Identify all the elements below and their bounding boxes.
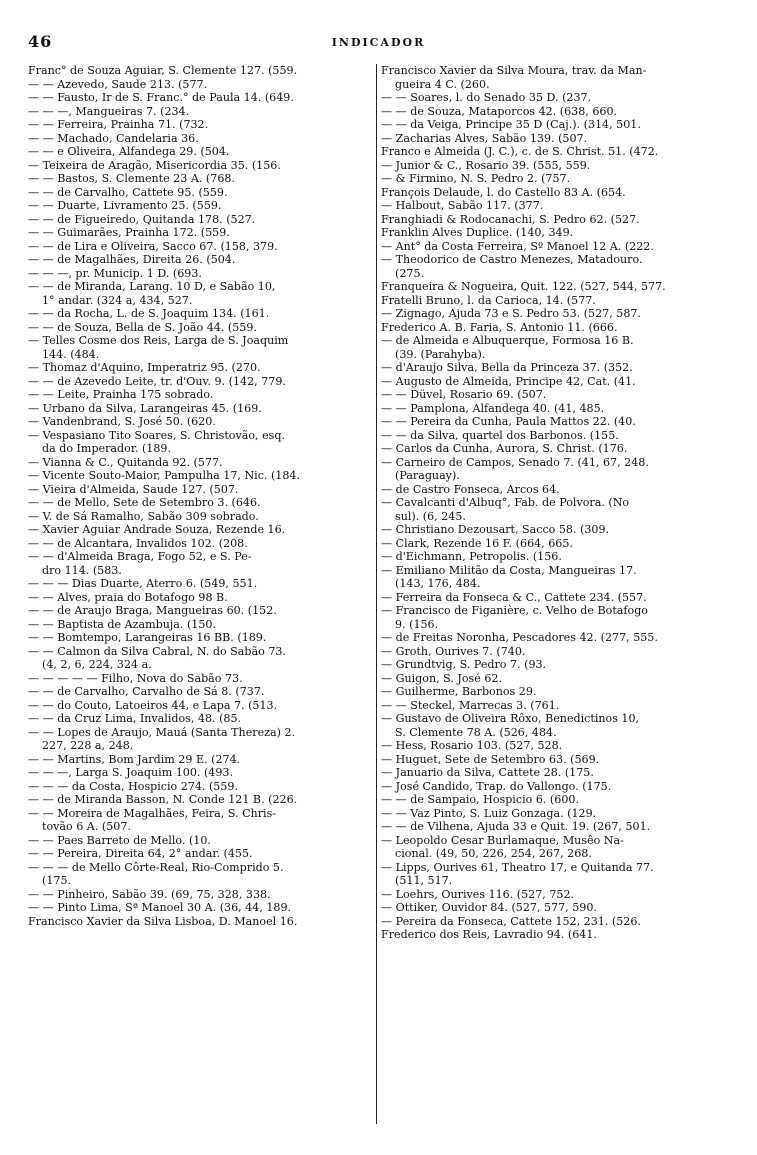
directory-entry-line: — Christiano Dezousart, Sacco 58. (309. — [381, 523, 610, 536]
directory-entry-line: S. Clemente 78 A. (526, 484. — [395, 725, 557, 739]
directory-entry-line: (275. — [395, 266, 425, 280]
directory-entry-line: da do Imperador. (189. — [42, 442, 171, 455]
directory-entry-line: — Emiliano Militão da Costa, Mangueiras 17. — [381, 563, 637, 577]
directory-entry-line: — de Freitas Noronha, Pescadores 42. (277, 555. — [381, 631, 658, 644]
directory-entry-line: — — de Magalhães, Direita 26. (504. — [28, 253, 236, 266]
directory-entry-line: Francisco Xavier da Silva Lisboa, D. Manoel 16. — [28, 914, 298, 928]
directory-entry-line: — — de Miranda, Larang. 10 D, e Sabão 10, — [28, 280, 276, 293]
directory-entry-line: sul). (6, 245. — [395, 509, 466, 523]
directory-entry-line: — — do Couto, Latoeiros 44, e Lapa 7. (513. — [28, 698, 278, 712]
directory-entry-line: — Vandenbrand, S. José 50. (620. — [28, 415, 216, 428]
directory-entry-line: Frederico A. B. Faria, S. Antonio 11. (666. — [381, 320, 618, 334]
directory-entry-line: — de Almeida e Albuquerque, Formosa 16 B. — [381, 334, 634, 347]
directory-entry-line: — Clark, Rezende 16 F. (664, 665. — [381, 536, 573, 550]
directory-entry-line: — de Castro Fonseca, Arcos 64. — [381, 482, 560, 496]
directory-entry-line: — — d'Almeida Braga, Fogo 52, e S. Pe- — [28, 550, 252, 563]
directory-entry-line: — — de Souza, Bella de S. João 44. (559. — [28, 320, 257, 334]
directory-entry-line: — — Bastos, S. Clemente 23 A. (768. — [28, 172, 235, 185]
directory-entry-line: — — Guimarães, Prainha 172. (559. — [28, 226, 230, 239]
directory-entry-line: Frederico dos Reis, Lavradio 94. (641. — [381, 928, 597, 941]
directory-entry-line: — — de Mello, Sete de Setembro 3. (646. — [28, 496, 261, 509]
directory-entry-line: — — —, pr. Municip. 1 D. (693. — [28, 266, 202, 280]
directory-entry-line: — Leopoldo Cesar Burlamaque, Musêo Na- — [381, 833, 624, 847]
directory-entry-line: — — de Sampaio, Hospicio 6. (600. — [381, 793, 579, 806]
directory-entry-line: tovão 6 A. (507. — [42, 820, 131, 833]
directory-entry-line: — — de Azevedo Leite, tr. d'Ouv. 9. (142, 779. — [28, 374, 286, 388]
directory-entry-line: — — — Dias Duarte, Aterro 6. (549, 551. — [28, 577, 258, 590]
directory-entry-line: — — de Lira e Oliveira, Sacco 67. (158, 379. — [28, 239, 278, 253]
directory-entry-line: — — de Miranda Basson, N. Conde 121 B. (226. — [28, 793, 298, 806]
directory-entry-line: dro 114. (583. — [42, 563, 122, 577]
directory-entry-line: — José Candido, Trap. do Vallongo. (175. — [381, 779, 612, 793]
directory-entry-line: — Vieira d'Almeida, Saude 127. (507. — [28, 482, 239, 496]
directory-entry-line: — Gustavo de Oliveira Rôxo, Benedictinos 10, — [381, 712, 640, 725]
directory-entry-line: (39. (Parahyba). — [395, 347, 486, 361]
directory-entry-line: — — —, Mangueiras 7. (234. — [28, 104, 190, 118]
page-number: 46 — [28, 32, 53, 51]
directory-entry-line: — — de Souza, Mataporcos 42. (638, 660. — [381, 104, 618, 118]
directory-entry-line: — — Pinto Lima, Sª Manoel 30 A. (36, 44, 189. — [28, 901, 292, 914]
directory-entry-line: — Teixeira de Aragão, Misericordia 35. (156. — [28, 158, 281, 172]
directory-entry-line: — Carneiro de Campos, Senado 7. (41, 67, 248. — [381, 455, 649, 469]
directory-entry-line: Franc° de Souza Aguiar, S. Clemente 127. (559. — [28, 64, 298, 77]
directory-entry-line: — — Azevedo, Saude 213. (577. — [28, 77, 208, 91]
directory-entry-line: — — Baptista de Azambuja. (150. — [28, 617, 216, 631]
directory-entry-line: — Loehrs, Ourives 116. (527, 752. — [381, 887, 575, 901]
directory-entry-line: — Vespasiano Tito Soares, S. Christovão, esq. — [28, 428, 285, 442]
directory-entry-line: Franco e Almeida (J. C.), c. de S. Christ. 51. (472. — [381, 145, 659, 158]
directory-entry-line: — Guigon, S. José 62. — [381, 671, 502, 685]
directory-entry-line: Franghiadi & Rodocanachi, S. Pedro 62. (527. — [381, 212, 640, 226]
directory-entry-line: — — Soares, l. do Senado 35 D. (237. — [381, 91, 592, 104]
directory-entry-line: — — — — — Filho, Nova do Sabão 73. — [28, 671, 243, 685]
directory-entry-line: — — — de Mello Côrte-Real, Rio-Comprido 5. — [28, 860, 284, 874]
directory-entry-line: — — Pamplona, Alfandega 40. (41, 485. — [381, 401, 605, 415]
directory-entry-line: 1° andar. (324 a, 434, 527. — [42, 293, 193, 307]
directory-entry-line: — — de Carvalho, Carvalho de Sá 8. (737. — [28, 685, 265, 698]
column-divider — [376, 64, 377, 1124]
left-column — [28, 64, 373, 1154]
directory-entry-line: — Telles Cosme dos Reis, Larga de S. Joaquim — [28, 334, 289, 347]
directory-entry-line: — Cavalcanti d'Albuq°, Fab. de Polvora. (No — [381, 496, 630, 509]
directory-entry-line: — — de Vilhena, Ajuda 33 e Quit. 19. (267, 501. — [381, 820, 651, 833]
directory-entry-line: Franklin Alves Duplice. (140, 349. — [381, 226, 574, 239]
directory-entry-line: — Hess, Rosario 103. (527, 528. — [381, 739, 563, 752]
directory-entry-line: — — Calmon da Silva Cabral, N. do Sabão 73. — [28, 644, 286, 658]
directory-entry-line: — Pereira da Fonseca, Cattete 152, 231. (526. — [381, 914, 641, 928]
directory-entry-line: — — Düvel, Rosario 69. (507. — [381, 388, 547, 401]
directory-entry-line: — — Ferreira, Prainha 71. (732. — [28, 118, 209, 131]
directory-entry-line: — — Pereira da Cunha, Paula Mattos 22. (40. — [381, 415, 636, 428]
directory-entry-line: — — Bomtempo, Larangeiras 16 BB. (189. — [28, 631, 267, 644]
directory-entry-line: François Delaude, l. do Castello 83 A. (654. — [381, 185, 626, 199]
directory-entry-line: — d'Eichmann, Petropolis. (156. — [381, 550, 562, 563]
directory-entry-line: — — Machado, Candelaria 36. — [28, 131, 199, 145]
directory-entry-line: — — da Silva, quartel dos Barbonos. (155. — [381, 428, 619, 442]
running-title: INDICADOR — [331, 36, 426, 49]
directory-entry-line: — Zignago, Ajuda 73 e S. Pedro 53. (527, 587. — [381, 307, 641, 320]
right-column — [381, 64, 733, 1154]
directory-entry-line: — — Alves, praia do Botafogo 98 B. — [28, 590, 228, 604]
directory-entry-line: — Ferreira da Fonseca & C., Cattete 234. (557. — [381, 590, 647, 604]
directory-entry-line: — — Fausto, Ir de S. Franc.° de Paula 14. (649. — [28, 91, 294, 104]
directory-entry-line: cional. (49, 50, 226, 254, 267, 268. — [395, 847, 592, 860]
directory-entry-line: — Vianna & C., Quitanda 92. (577. — [28, 455, 223, 469]
directory-entry-line: — Theodorico de Castro Menezes, Matadouro. — [381, 253, 643, 266]
directory-entry-line: — Lipps, Ourives 61, Theatro 17, e Quitanda 77. — [381, 860, 654, 874]
directory-entry-line: — — Martins, Bom Jardim 29 E. (274. — [28, 752, 241, 766]
directory-entry-line: (Paraguay). — [395, 469, 460, 482]
directory-entry-line: — Januario da Silva, Cattete 28. (175. — [381, 766, 594, 779]
directory-entry-line: — — Duarte, Livramento 25. (559. — [28, 199, 222, 212]
directory-entry-line: — Halbout, Sabão 117. (377. — [381, 199, 544, 212]
directory-entry-line: — Urbano da Silva, Larangeiras 45. (169. — [28, 401, 262, 415]
directory-entry-line: (4, 2, 6, 224, 324 a. — [42, 658, 152, 671]
directory-entry-line: — — — da Costa, Hospicio 274. (559. — [28, 779, 239, 793]
directory-entry-line: — Carlos da Cunha, Aurora, S. Christ. (176. — [381, 442, 628, 455]
directory-entry-line: — — de Alcantara, Invalidos 102. (208. — [28, 536, 248, 550]
directory-entry-line: — Zacharias Alves, Sabão 139. (507. — [381, 131, 588, 145]
directory-entry-line: (175. — [42, 874, 72, 887]
directory-entry-line: 9. (156. — [395, 617, 439, 631]
directory-entry-line: — Guilherme, Barbonos 29. — [381, 685, 537, 698]
directory-entry-line: — Francisco de Figanière, c. Velho de Botafogo — [381, 604, 648, 617]
directory-entry-line: — Groth, Ourives 7. (740. — [381, 644, 526, 658]
directory-entry-line: — — Paes Barreto de Mello. (10. — [28, 833, 211, 847]
directory-entry-line: gueira 4 C. (260. — [395, 77, 490, 91]
directory-entry-line: — V. de Sá Ramalho, Sabão 309 sobrado. — [28, 509, 259, 523]
directory-entry-line: — — da Veiga, Principe 35 D (Caj.). (314, 501. — [381, 118, 641, 131]
directory-entry-line: — — e Oliveira, Alfandega 29. (504. — [28, 145, 230, 158]
directory-entry-line: — — Leite, Prainha 175 sobrado. — [28, 388, 214, 401]
directory-entry-line: — — de Carvalho, Cattete 95. (559. — [28, 185, 228, 199]
directory-entry-line: — Augusto de Almeida, Principe 42, Cat. (41. — [381, 374, 636, 388]
directory-entry-line: — — Lopes de Araujo, Mauá (Santa Thereza) 2. — [28, 725, 296, 739]
directory-entry-line: 144. (484. — [42, 347, 100, 361]
directory-entry-line: — Ant° da Costa Ferreira, Sº Manoel 12 A. (222. — [381, 239, 654, 253]
directory-entry-line: — — Vaz Pinto, S. Luiz Gonzaga. (129. — [381, 806, 597, 820]
directory-entry-line: — Grundtvig, S. Pedro 7. (93. — [381, 658, 547, 671]
directory-entry-line: — — Pereira, Direita 64, 2° andar. (455. — [28, 847, 253, 860]
directory-entry-line: — Junior & C., Rosario 39. (555, 559. — [381, 158, 591, 172]
directory-entry-line: 227, 228 a, 248. — [42, 739, 134, 752]
directory-entry-line: — d'Araujo Silva, Bella da Princeza 37. (352. — [381, 361, 633, 374]
directory-entry-line: — Vicente Souto-Maior, Pampulha 17, Nic. (184. — [28, 469, 301, 482]
directory-entry-line: (143, 176, 484. — [395, 577, 481, 590]
directory-entry-line: Francisco Xavier da Silva Moura, trav. da Man- — [381, 64, 647, 77]
directory-entry-line: — Ottiker, Ouvidor 84. (527, 577, 590. — [381, 901, 597, 914]
directory-entry-line: — — Steckel, Marrecas 3. (761. — [381, 698, 560, 712]
directory-entry-line: — — de Araujo Braga, Mangueiras 60. (152. — [28, 604, 277, 617]
directory-entry-line: — — Moreira de Magalhães, Feira, S. Chris- — [28, 806, 276, 820]
directory-entry-line: — Huguet, Sete de Setembro 63. (569. — [381, 752, 600, 766]
directory-entry-line: — & Firmino, N. S. Pedro 2. (757. — [381, 172, 571, 185]
directory-entry-line: — — da Cruz Lima, Invalidos, 48. (85. — [28, 712, 242, 725]
directory-entry-line: (511, 517. — [395, 874, 453, 887]
directory-entry-line: Franqueira & Nogueira, Quit. 122. (527, 544, 577. — [381, 280, 666, 293]
directory-entry-line: — — de Figueiredo, Quitanda 178. (527. — [28, 212, 256, 226]
directory-entry-line: — — Pinheiro, Sabão 39. (69, 75, 328, 338. — [28, 887, 271, 901]
directory-entry-line: — — da Rocha, L. de S. Joaquim 134. (161. — [28, 307, 270, 320]
directory-entry-line: — Xavier Aguiar Andrade Souza, Rezende 16. — [28, 523, 286, 536]
directory-entry-line: Fratelli Bruno, l. da Carioca, 14. (577. — [381, 293, 596, 307]
directory-entry-line: — Thomaz d'Aquino, Imperatriz 95. (270. — [28, 361, 261, 374]
directory-entry-line: — — —, Larga S. Joaquim 100. (493. — [28, 766, 234, 779]
